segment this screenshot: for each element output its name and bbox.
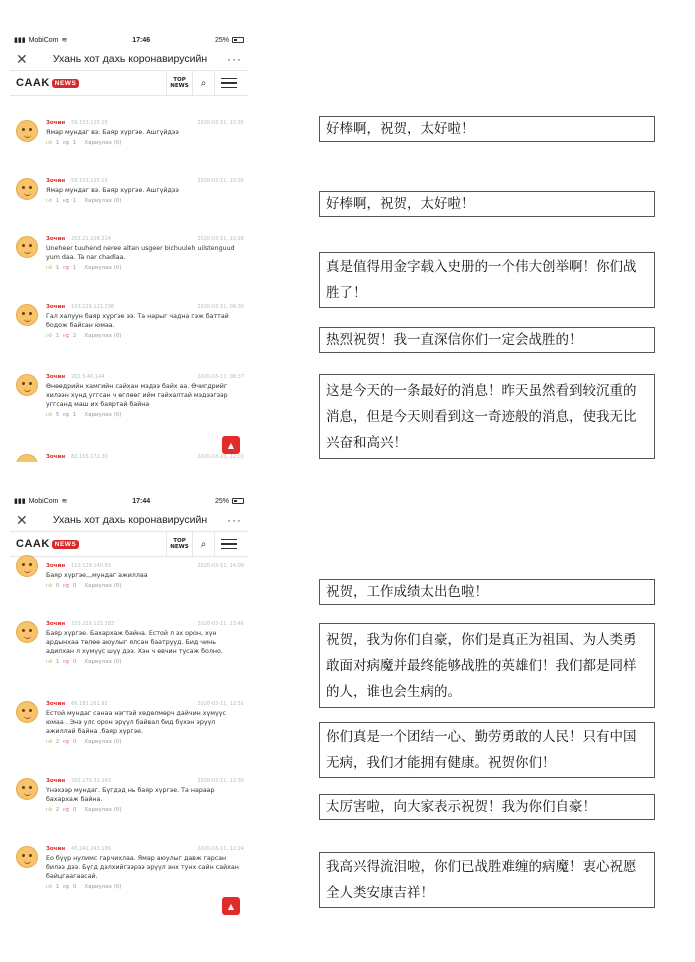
translation-text: 祝贺，我为你们自豪，你们是真正为祖国、为人类勇敢面对病魔并最终能够战胜的英雄们！我们都是同样的人，谁也会生病的。 xyxy=(326,631,637,700)
avatar-icon xyxy=(16,374,38,396)
wifi-icon: ≋ xyxy=(61,37,68,44)
avatar-icon xyxy=(16,304,38,326)
battery-percent: 25% xyxy=(214,497,229,505)
comment-ip: 66.181.161.92 xyxy=(71,701,108,707)
dislike-count: 1 xyxy=(72,140,77,146)
comment-author: Зочин xyxy=(46,621,66,627)
top-news-link[interactable]: TOP NEWS xyxy=(166,532,192,556)
thumbs-down-icon[interactable]: 👎︎ xyxy=(63,140,69,146)
reply-link[interactable]: Хариулах (0) xyxy=(84,140,122,146)
dislike-count: 0 xyxy=(72,884,77,890)
thumbs-down-icon[interactable]: 👎︎ xyxy=(63,583,69,589)
reply-link[interactable]: Хариулах (0) xyxy=(84,739,122,745)
translation-text: 好棒啊，祝贺，太好啦！ xyxy=(326,196,475,212)
comment-ip: 110.129.140.93 xyxy=(71,563,111,569)
comment-item xyxy=(16,778,244,813)
wifi-icon: ≋ xyxy=(61,498,68,505)
comment-author: Зочин xyxy=(46,778,66,784)
comment-date: 2020-03-11, 10:28 xyxy=(197,236,244,242)
thumbs-up-icon[interactable]: 👍︎ xyxy=(46,140,52,146)
translation-box xyxy=(319,116,655,142)
thumbs-down-icon[interactable]: 👎︎ xyxy=(63,412,69,418)
close-icon[interactable]: ✕ xyxy=(16,511,28,528)
comment-date: 2020-03-11, 13:46 xyxy=(197,621,244,627)
thumbs-down-icon[interactable]: 👎︎ xyxy=(63,333,69,339)
comment-date: 2020-03-11, 10:35 xyxy=(197,178,244,184)
thumbs-up-icon[interactable]: 👍︎ xyxy=(46,884,52,890)
comment-ip: 82.165.172.30 xyxy=(71,454,108,460)
thumbs-down-icon[interactable]: 👎︎ xyxy=(63,739,69,745)
reply-link[interactable]: Хариулах (0) xyxy=(84,659,122,665)
translation-box xyxy=(319,852,655,908)
dislike-count: 1 xyxy=(72,198,77,204)
comment-ip: 202.179.31.242 xyxy=(71,778,111,784)
status-bar xyxy=(10,32,248,48)
logo-news-badge: NEWS xyxy=(52,540,80,549)
browser-title-bar xyxy=(10,48,248,70)
comment-author: Зочин xyxy=(46,563,66,569)
status-bar xyxy=(10,493,248,509)
translation-text: 真是值得用金字载入史册的一个伟大创举啊！你们战胜了！ xyxy=(326,259,637,301)
comment-text: Uneheer tuuhend neree altan usgeer bichuuleh uilstenguud yum daa. Ta nar chadlaa. xyxy=(46,245,235,261)
comment-date: 2020-03-11, 12:24 xyxy=(197,846,244,852)
search-icon[interactable]: ⌕ xyxy=(192,71,214,95)
page-title: Ухань хот дахь коронавирусийн xyxy=(52,514,208,526)
comment-date: 2020-03-11, 12:30 xyxy=(197,778,244,784)
search-icon[interactable]: ⌕ xyxy=(192,532,214,556)
page-title: Ухань хот дахь коронавирусийн xyxy=(52,53,208,65)
comment-author: Зочин xyxy=(46,374,66,380)
comment-date: 2020-03-11, 08:37 xyxy=(197,374,244,380)
like-count: 1 xyxy=(55,140,60,146)
comment-date: 2020-03-10, 22:01 xyxy=(197,454,244,460)
battery-percent: 25% xyxy=(214,36,229,44)
close-icon[interactable]: ✕ xyxy=(16,50,28,67)
translation-text: 我高兴得流泪啦，你们已战胜难缠的病魔！衷心祝愿全人类安康吉祥！ xyxy=(326,859,637,901)
signal-icon: ▮▮▮ xyxy=(14,498,26,505)
dislike-count: 1 xyxy=(72,412,77,418)
status-time: 17:44 xyxy=(132,497,151,505)
scroll-to-top-button[interactable] xyxy=(222,897,240,915)
comment-ip: 59.153.115.15 xyxy=(71,120,108,126)
comment-text: Ео бүүр нулимс гарчихлаа. Ямар аюулыг давж гарсан билээ дээ. Бүгд дэлхийгээрээ эрүүл энх тунх сайн сайхан байцгаагаасай. xyxy=(46,855,239,880)
site-logo[interactable] xyxy=(16,538,79,550)
carrier-name: MobiCom xyxy=(28,36,59,44)
logo-text: CAAK xyxy=(16,77,50,89)
comment-item-partial xyxy=(16,454,244,460)
comment-ip: 202.5.40.144 xyxy=(71,374,105,380)
hamburger-menu-icon[interactable] xyxy=(214,532,242,556)
translation-box xyxy=(319,191,655,217)
thumbs-down-icon[interactable]: 👎︎ xyxy=(63,807,69,813)
comment-item xyxy=(16,236,244,271)
translation-text: 这是今天的一条最好的消息！昨天虽然看到较沉重的消息，但是今天则看到这一奇迹般的消息，使我无比兴奋和高兴！ xyxy=(326,382,637,451)
status-time: 17:46 xyxy=(132,36,151,44)
translation-box xyxy=(319,252,655,308)
comment-date: 2020-03-11, 09:30 xyxy=(197,304,244,310)
avatar-icon xyxy=(16,120,38,142)
comment-item xyxy=(16,374,244,418)
comment-date: 2020-03-11, 10:35 xyxy=(197,120,244,126)
like-count: 5 xyxy=(55,412,60,418)
comment-text: Ямар мундаг вэ. Баяр хүргэе. Ашгүйдээ xyxy=(46,187,179,194)
like-count: 1 xyxy=(55,884,60,890)
comment-author: Зочин xyxy=(46,236,66,242)
comment-date: 2020-03-11, 12:51 xyxy=(197,701,244,707)
comment-item xyxy=(16,846,244,890)
translation-text: 太厉害啦，向大家表示祝贺！我为你们自豪！ xyxy=(326,799,596,815)
reply-link[interactable]: Хариулах (0) xyxy=(84,884,122,890)
comment-text: Үнэхээр мундаг. Бүгдэд нь баяр хүргэе. Та нараар бахархаж байна. xyxy=(46,787,215,803)
comment-ip: 103.229.121.238 xyxy=(71,304,115,310)
phone-screenshot-top xyxy=(10,32,248,462)
thumbs-up-icon[interactable]: 👍︎ xyxy=(46,583,52,589)
comment-item xyxy=(16,120,244,146)
thumbs-up-icon[interactable]: 👍︎ xyxy=(46,659,52,665)
chevron-up-icon: ▲ xyxy=(227,901,235,911)
chevron-up-icon: ▲ xyxy=(227,440,235,450)
comment-ip: 59.153.115.15 xyxy=(71,178,108,184)
comment-author: Зочин xyxy=(46,120,66,126)
like-count: 1 xyxy=(55,333,60,339)
avatar-icon xyxy=(16,778,38,800)
avatar-icon xyxy=(16,236,38,258)
site-navbar xyxy=(10,70,248,96)
site-logo[interactable] xyxy=(16,77,79,89)
translation-text: 你们真是一个团结一心、勤劳勇敢的人民！只有中国无病，我们才能拥有健康。祝贺你们！ xyxy=(326,729,637,771)
reply-link[interactable]: Хариулах (0) xyxy=(84,583,122,589)
thumbs-up-icon[interactable]: 👍︎ xyxy=(46,333,52,339)
comment-item xyxy=(16,621,244,665)
logo-text: CAAK xyxy=(16,538,50,550)
dislike-count: 0 xyxy=(72,807,77,813)
like-count: 1 xyxy=(55,198,60,204)
translation-box xyxy=(319,374,655,459)
translation-box xyxy=(319,623,655,708)
signal-icon: ▮▮▮ xyxy=(14,37,26,44)
thumbs-down-icon[interactable]: 👎︎ xyxy=(63,198,69,204)
more-icon[interactable]: ··· xyxy=(227,513,242,527)
translation-box xyxy=(319,722,655,778)
like-count: 2 xyxy=(55,739,60,745)
avatar-icon xyxy=(16,555,38,577)
phone-screenshot-bottom xyxy=(10,493,248,923)
thumbs-down-icon[interactable]: 👎︎ xyxy=(63,265,69,271)
browser-title-bar xyxy=(10,509,248,531)
dislike-count: 0 xyxy=(72,583,77,589)
comment-text: Баяр хүргэе. Бахархаж байна. Естой л эх орон, хүн ардынхаа төлөө аюулыг ялсан баатрууд. Бид чинь адилхан л хүмүүс шүү дээ. Хэн ч өвчин тусаж болно. xyxy=(46,630,223,655)
comment-item xyxy=(16,701,244,745)
comment-date: 2020-03-11, 14:09 xyxy=(197,563,244,569)
comment-text: Өнөөдрийн хамгийн сайхан мэдээ байх аа. Өчигдрийг хилээн хүнд уггсан ч өглөөг ийм гайхалтай мэдээгээр уггсанд маш их баяртай байна xyxy=(46,383,228,408)
battery-icon xyxy=(232,498,244,504)
dislike-count: 0 xyxy=(72,739,77,745)
avatar-icon xyxy=(16,178,38,200)
translation-box xyxy=(319,579,655,605)
comment-item xyxy=(16,304,244,339)
comment-author: Зочин xyxy=(46,454,66,460)
reply-link[interactable]: Хариулах (0) xyxy=(84,198,122,204)
like-count: 1 xyxy=(55,265,60,271)
battery-icon xyxy=(232,37,244,43)
thumbs-up-icon[interactable]: 👍︎ xyxy=(46,739,52,745)
scroll-to-top-button[interactable] xyxy=(222,436,240,454)
comment-item xyxy=(16,178,244,204)
hamburger-menu-icon[interactable] xyxy=(214,71,242,95)
comment-author: Зочин xyxy=(46,178,66,184)
dislike-count: 1 xyxy=(72,265,77,271)
dislike-count: 2 xyxy=(72,333,77,339)
thumbs-up-icon[interactable]: 👍︎ xyxy=(46,265,52,271)
comment-text: Ямар мундаг вэ. Баяр хүргэе. Ашгүйдээ xyxy=(46,129,179,136)
comment-ip: 202.21.108.214 xyxy=(71,236,111,242)
translation-box xyxy=(319,327,655,353)
like-count: 0 xyxy=(55,583,60,589)
more-icon[interactable]: ··· xyxy=(227,52,242,66)
avatar-icon xyxy=(16,621,38,643)
comment-ip: 103.229.123.183 xyxy=(71,621,115,627)
dislike-count: 0 xyxy=(72,659,77,665)
thumbs-down-icon[interactable]: 👎︎ xyxy=(63,884,69,890)
carrier-name: MobiCom xyxy=(28,497,59,505)
translation-box xyxy=(319,794,655,820)
comment-author: Зочин xyxy=(46,701,66,707)
comment-ip: 43.242.243.196 xyxy=(71,846,111,852)
reply-link[interactable]: Хариулах (0) xyxy=(84,265,122,271)
logo-news-badge: NEWS xyxy=(52,79,80,88)
comment-text: Гал халуун баяр хүргэе ээ. Та нарыг чадна гэж баттай бодож байсан юмаа. xyxy=(46,313,229,329)
avatar-icon xyxy=(16,701,38,723)
reply-link[interactable]: Хариулах (0) xyxy=(84,807,122,813)
top-news-link[interactable]: TOP NEWS xyxy=(166,71,192,95)
comment-text: Баяр хүргэе,,,мундаг ажиллаа xyxy=(46,572,148,579)
comment-author: Зочин xyxy=(46,846,66,852)
comment-text: Естой мундаг санаа нэгтэй хөдөлмөрч дайчин хүмүүс юмаа . Энэ улс орон эрүүл байвал бид бүхэн эрүүл ажиллай байна .баяр хүргэе. xyxy=(46,710,226,735)
reply-link[interactable]: Хариулах (0) xyxy=(84,333,122,339)
site-navbar xyxy=(10,531,248,557)
comment-author: Зочин xyxy=(46,304,66,310)
reply-link[interactable]: Хариулах (0) xyxy=(84,412,122,418)
comment-item xyxy=(16,563,244,589)
thumbs-up-icon[interactable]: 👍︎ xyxy=(46,412,52,418)
thumbs-up-icon[interactable]: 👍︎ xyxy=(46,198,52,204)
like-count: 1 xyxy=(55,659,60,665)
thumbs-down-icon[interactable]: 👎︎ xyxy=(63,659,69,665)
thumbs-up-icon[interactable]: 👍︎ xyxy=(46,807,52,813)
translation-text: 热烈祝贺！我一直深信你们一定会战胜的！ xyxy=(326,332,583,348)
translation-text: 祝贺，工作成绩太出色啦！ xyxy=(326,584,488,600)
like-count: 2 xyxy=(55,807,60,813)
avatar-icon xyxy=(16,454,38,462)
translation-text: 好棒啊，祝贺，太好啦！ xyxy=(326,121,475,137)
avatar-icon xyxy=(16,846,38,868)
